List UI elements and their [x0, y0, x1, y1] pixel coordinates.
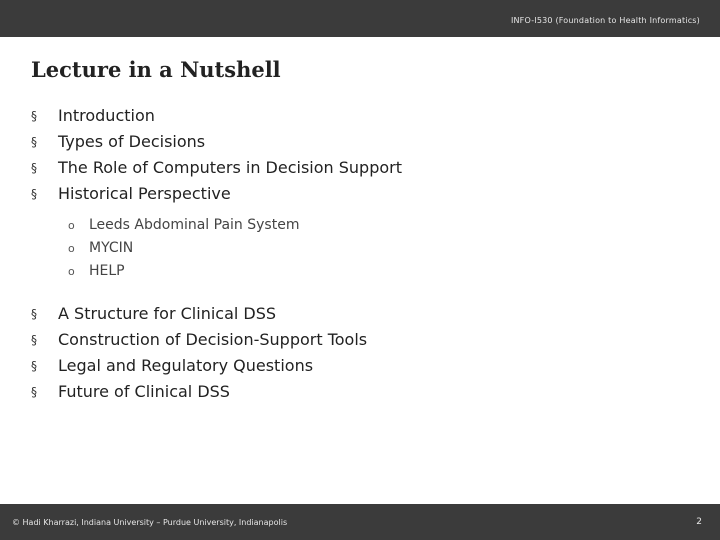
page-number: 2 [696, 517, 702, 527]
bullet-text: Introduction [58, 106, 155, 125]
bullet-marker-icon: § [31, 109, 37, 123]
footer-copyright: © Hadi Kharrazi, Indiana University – Purdue University, Indianapolis [12, 518, 288, 527]
bullet-marker-icon: § [31, 307, 37, 321]
bullet-text: Future of Clinical DSS [58, 382, 230, 401]
bullet-marker-icon: § [31, 359, 37, 373]
sub-bullet-text: HELP [89, 263, 125, 279]
bullet-text: Types of Decisions [58, 132, 206, 151]
sub-bullet-marker-icon: o [68, 242, 75, 255]
bullet-marker-icon: § [31, 385, 37, 399]
bullet-marker-icon: § [31, 135, 37, 149]
course-label: INFO-I530 (Foundation to Health Informatics) [510, 16, 700, 25]
sub-bullet-marker-icon: o [68, 219, 75, 232]
slide-title: Lecture in a Nutshell [31, 57, 281, 82]
bullet-marker-icon: § [31, 161, 37, 175]
bullet-text: Historical Perspective [58, 184, 231, 203]
footer-bar [0, 504, 720, 540]
bullet-text: The Role of Computers in Decision Support [58, 158, 402, 177]
bullet-marker-icon: § [31, 187, 37, 201]
bullet-text: A Structure for Clinical DSS [58, 304, 277, 323]
sub-bullet-marker-icon: o [68, 265, 75, 278]
sub-bullet-text: Leeds Abdominal Pain System [89, 217, 300, 233]
bullet-marker-icon: § [31, 333, 37, 347]
header-bar [0, 0, 720, 37]
bullet-text: Legal and Regulatory Questions [58, 356, 314, 375]
sub-bullet-text: MYCIN [89, 240, 134, 256]
bullet-text: Construction of Decision-Support Tools [58, 330, 368, 349]
